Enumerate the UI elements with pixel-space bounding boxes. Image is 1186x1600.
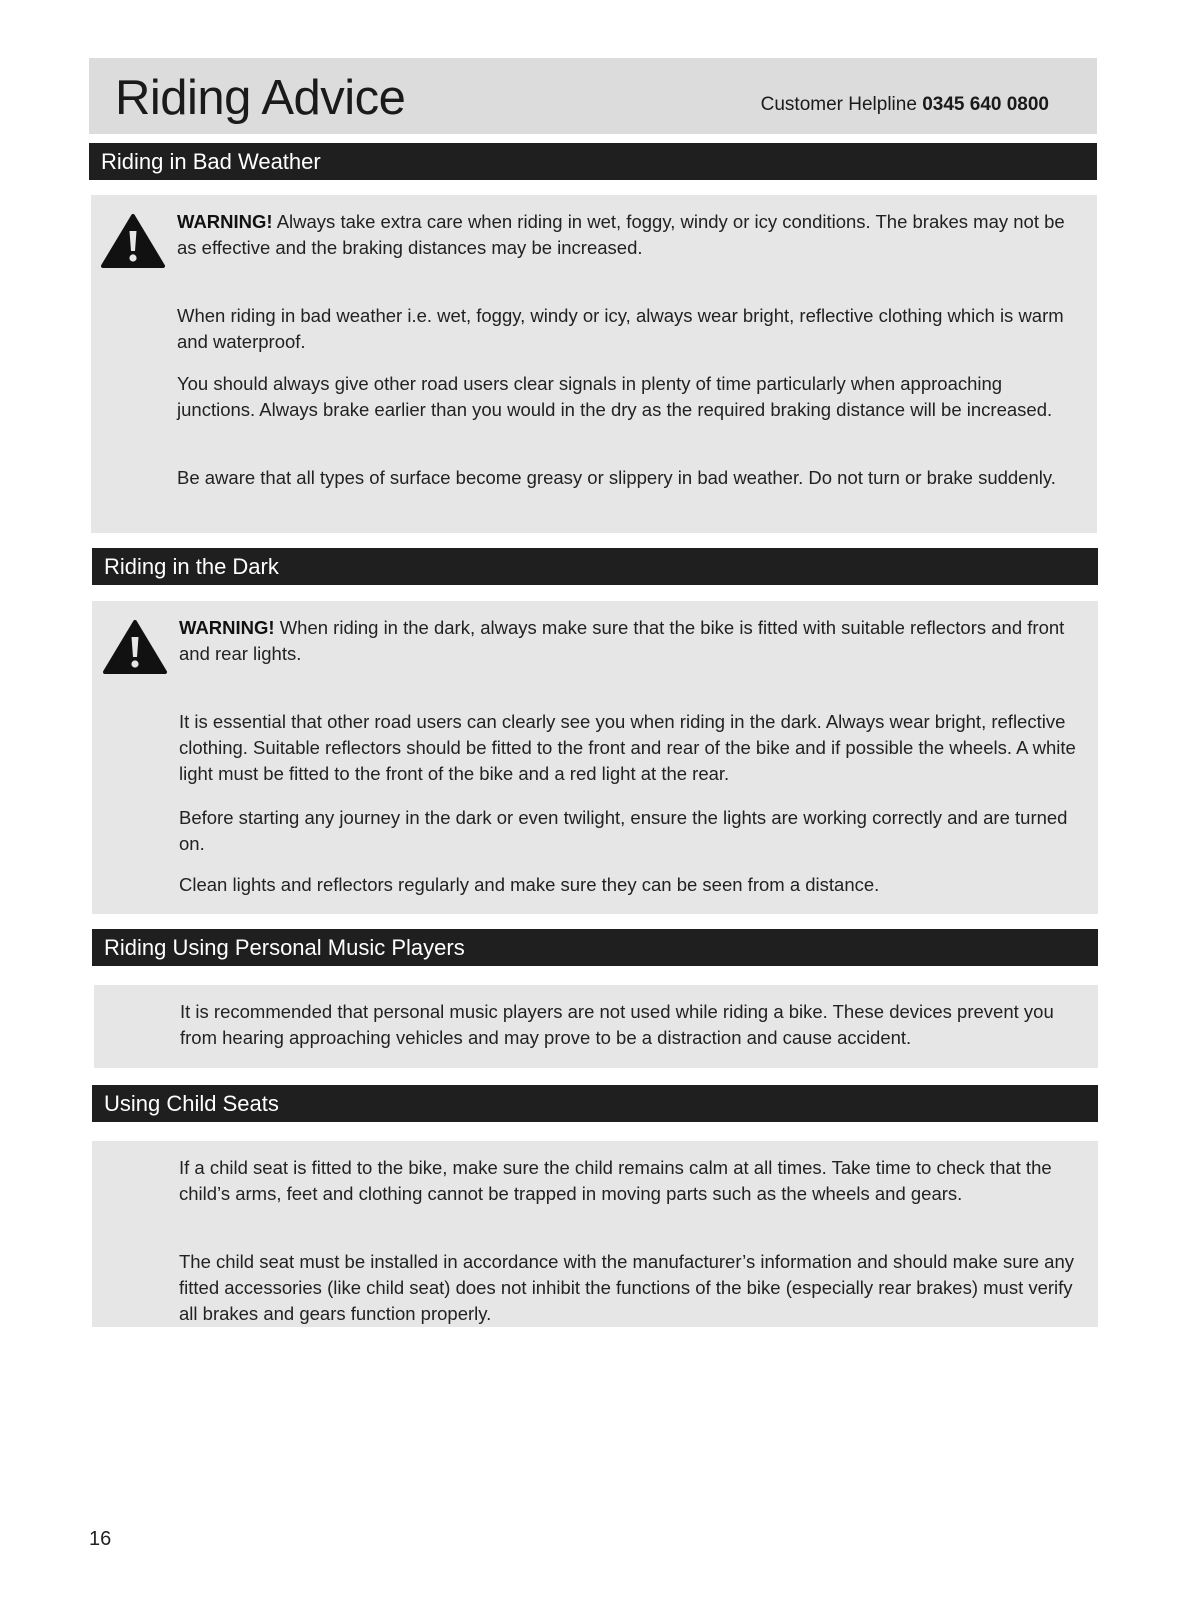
warning-text-dark — [179, 615, 1079, 667]
paragraph-bad-weather-1: When riding in bad weather i.e. wet, foggy, windy or icy, always wear bright, reflective clothing which is warm and waterproof. — [177, 305, 1064, 352]
paragraph-bad-weather-3: Be aware that all types of surface become greasy or slippery in bad weather. Do not turn or brake suddenly. — [177, 467, 1056, 488]
section-heading-bad-weather: Riding in Bad Weather — [89, 143, 1097, 180]
warning-text-bad-weather — [177, 209, 1082, 261]
warning-icon — [103, 619, 167, 675]
warning-icon — [101, 213, 165, 269]
page-header — [89, 58, 1097, 134]
warning-label: WARNING! — [179, 617, 275, 638]
warning-message: When riding in the dark, always make sure that the bike is fitted with suitable reflectors and front and rear lights. — [179, 617, 1065, 664]
paragraph-dark-3: Clean lights and reflectors regularly and make sure they can be seen from a distance. — [179, 874, 880, 895]
paragraph-child-seats-2: The child seat must be installed in accordance with the manufacturer’s information and should make sure any fitted accessories (like child seat) does not inhibit the functions of the bike (especially rear brakes) must verify all brakes and gears function properly. — [179, 1251, 1074, 1324]
paragraph-dark-2: Before starting any journey in the dark or even twilight, ensure the lights are working correctly and are turned on. — [179, 807, 1068, 854]
warning-message: Always take extra care when riding in wet, foggy, windy or icy conditions. The brakes may not be as effective and the braking distances may be increased. — [177, 211, 1065, 258]
paragraph-bad-weather-2: You should always give other road users clear signals in plenty of time particularly when approaching junctions. Always brake earlier than you would in the dry as the required braking distance will be increased. — [177, 373, 1053, 420]
section-heading-child-seats: Using Child Seats — [92, 1085, 1098, 1122]
customer-helpline — [761, 94, 1049, 116]
section-heading-music-players: Riding Using Personal Music Players — [92, 929, 1098, 966]
paragraph-dark-1: It is essential that other road users can clearly see you when riding in the dark. Always wear bright, reflective clothing. Suitable reflectors should be fitted to the front and rear of the bike and if possible the wheels. A white light must be fitted to the front of the bike and a red light at the rear. — [179, 711, 1076, 784]
page-number: 16 — [89, 1528, 112, 1550]
paragraph-music-players-1: It is recommended that personal music players are not used while riding a bike. These devices prevent you from hearing approaching vehicles and may prove to be a distraction and cause accident. — [180, 1001, 1054, 1048]
section-heading-dark: Riding in the Dark — [92, 548, 1098, 585]
warning-label: WARNING! — [177, 211, 273, 232]
paragraph-child-seats-1: If a child seat is fitted to the bike, make sure the child remains calm at all times. Take time to check that the child’s arms, feet and clothing cannot be trapped in moving parts such as the wheels and gears. — [179, 1157, 1052, 1204]
page-title: Riding Advice — [115, 71, 406, 125]
helpline-number: 0345 640 0800 — [922, 94, 1049, 115]
helpline-label: Customer Helpline — [760, 94, 917, 115]
